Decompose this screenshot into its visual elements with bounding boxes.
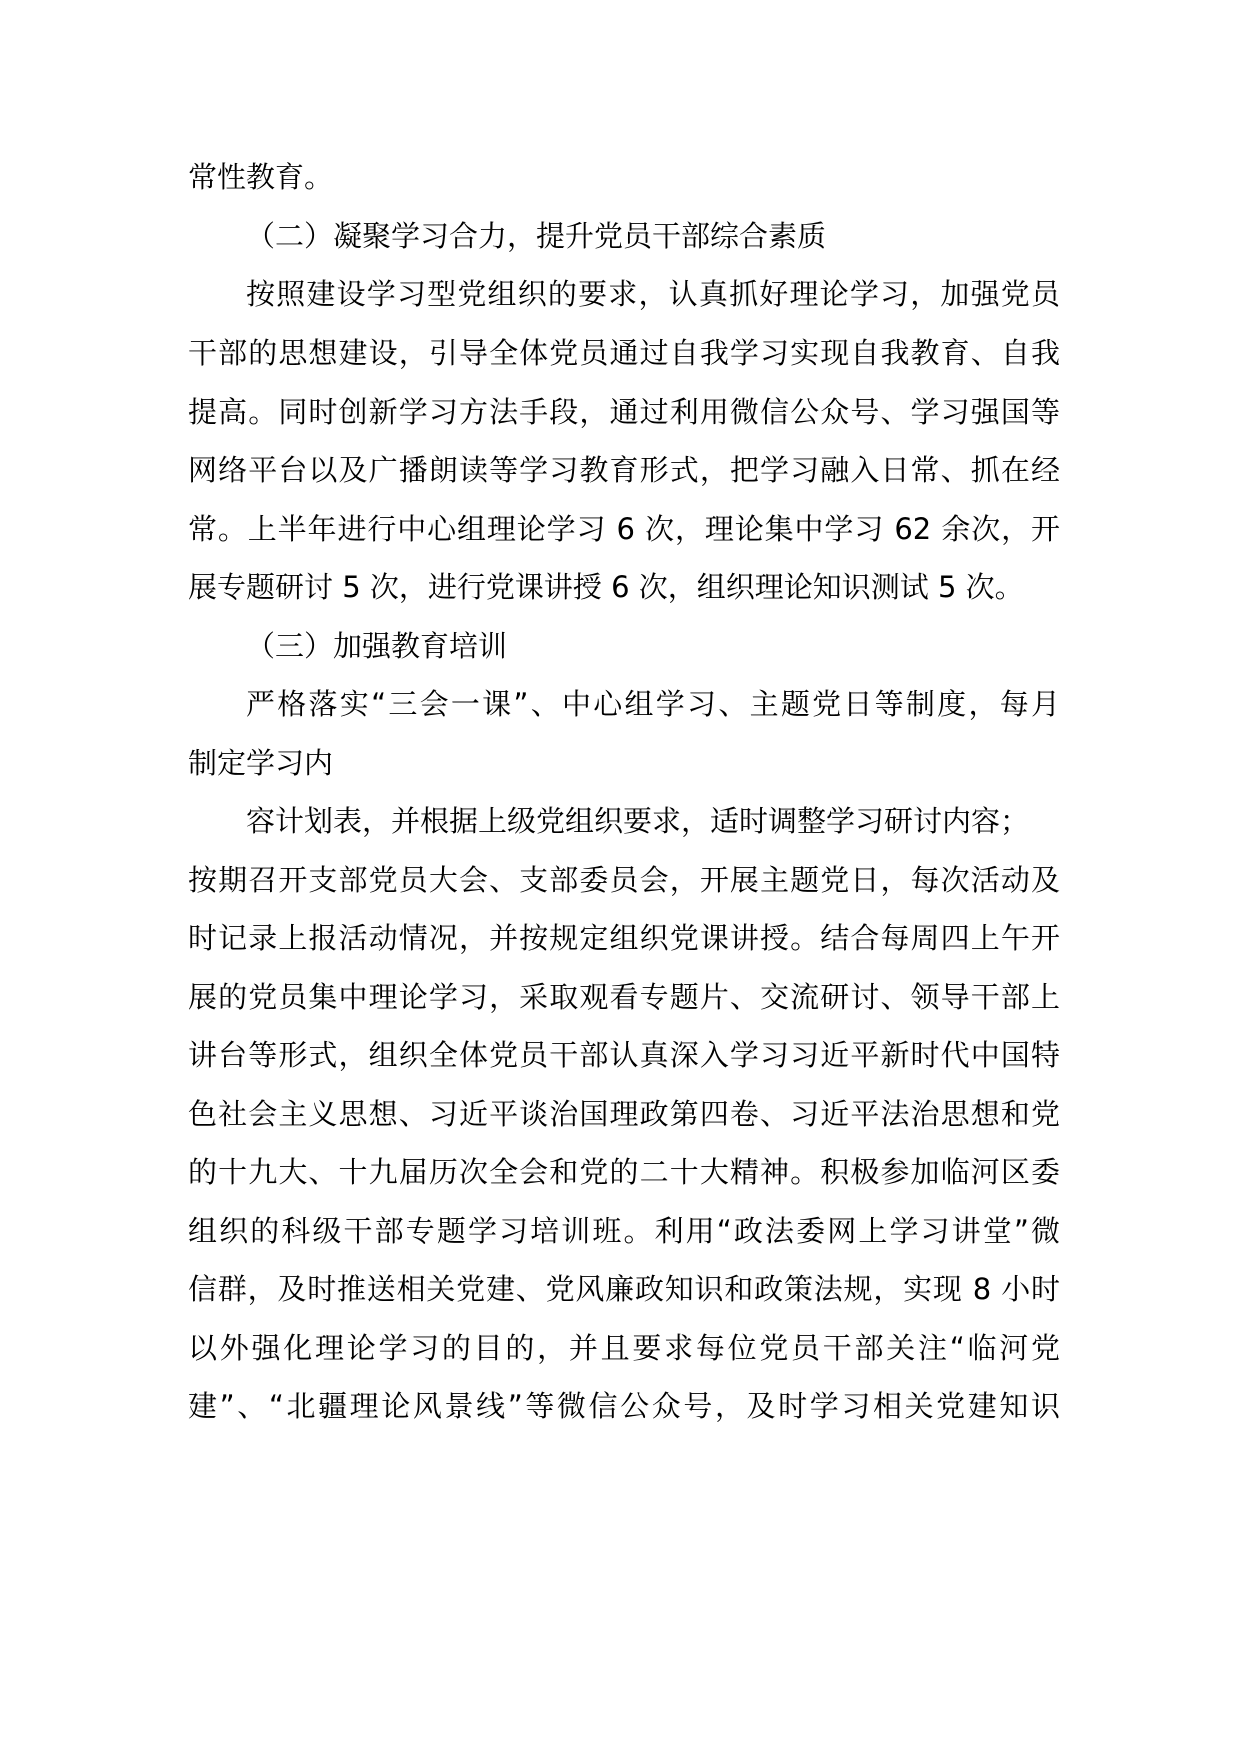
text-line-21: 以外强化理论学习的目的，并且要求每位党员干部关注“临河党 — [188, 1331, 1060, 1365]
text-line-17: 色社会主义思想、习近平谈治国理政第四卷、习近平法治思想和党 — [188, 1097, 1060, 1131]
text-line-6: 网络平台以及广播朗读等学习教育形式，把学习融入日常、抓在经 — [188, 453, 1060, 487]
section-heading-2: （二）凝聚学习合力，提升党员干部综合素质 — [246, 219, 827, 253]
section-heading-3: （三）加强教育培训 — [246, 629, 508, 663]
text-line-8: 展专题研讨 5 次，进行党课讲授 6 次，组织理论知识测试 5 次。 — [188, 570, 1024, 604]
text-line-19: 组织的科级干部专题学习培训班。利用“政法委网上学习讲堂”微 — [188, 1214, 1060, 1248]
text-line-5: 提高。同时创新学习方法手段，通过利用微信公众号、学习强国等 — [188, 395, 1060, 429]
text-line-1: 常性教育。 — [188, 160, 334, 194]
text-line-10: 严格落实“三会一课”、中心组学习、主题党日等制度，每月 — [246, 687, 1060, 721]
text-line-13: 按期召开支部党员大会、支部委员会，开展主题党日，每次活动及 — [188, 863, 1060, 897]
text-line-3: 按照建设学习型党组织的要求，认真抓好理论学习，加强党员 — [246, 277, 1060, 311]
text-line-16: 讲台等形式，组织全体党员干部认真深入学习习近平新时代中国特 — [188, 1038, 1060, 1072]
text-line-20: 信群，及时推送相关党建、党风廉政知识和政策法规，实现 8 小时 — [188, 1272, 1060, 1306]
text-line-22: 建”、“北疆理论风景线”等微信公众号，及时学习相关党建知识 — [188, 1389, 1060, 1423]
text-line-15: 展的党员集中理论学习，采取观看专题片、交流研讨、领导干部上 — [188, 980, 1060, 1014]
text-line-12: 容计划表，并根据上级党组织要求，适时调整学习研讨内容； — [246, 804, 1030, 838]
text-line-7: 常。上半年进行中心组理论学习 6 次，理论集中学习 62 余次，开 — [188, 512, 1060, 546]
text-line-18: 的十九大、十九届历次全会和党的二十大精神。积极参加临河区委 — [188, 1155, 1060, 1189]
text-line-4: 干部的思想建设，引导全体党员通过自我学习实现自我教育、自我 — [188, 336, 1060, 370]
text-line-14: 时记录上报活动情况，并按规定组织党课讲授。结合每周四上午开 — [188, 921, 1060, 955]
text-line-11: 制定学习内 — [188, 746, 334, 780]
